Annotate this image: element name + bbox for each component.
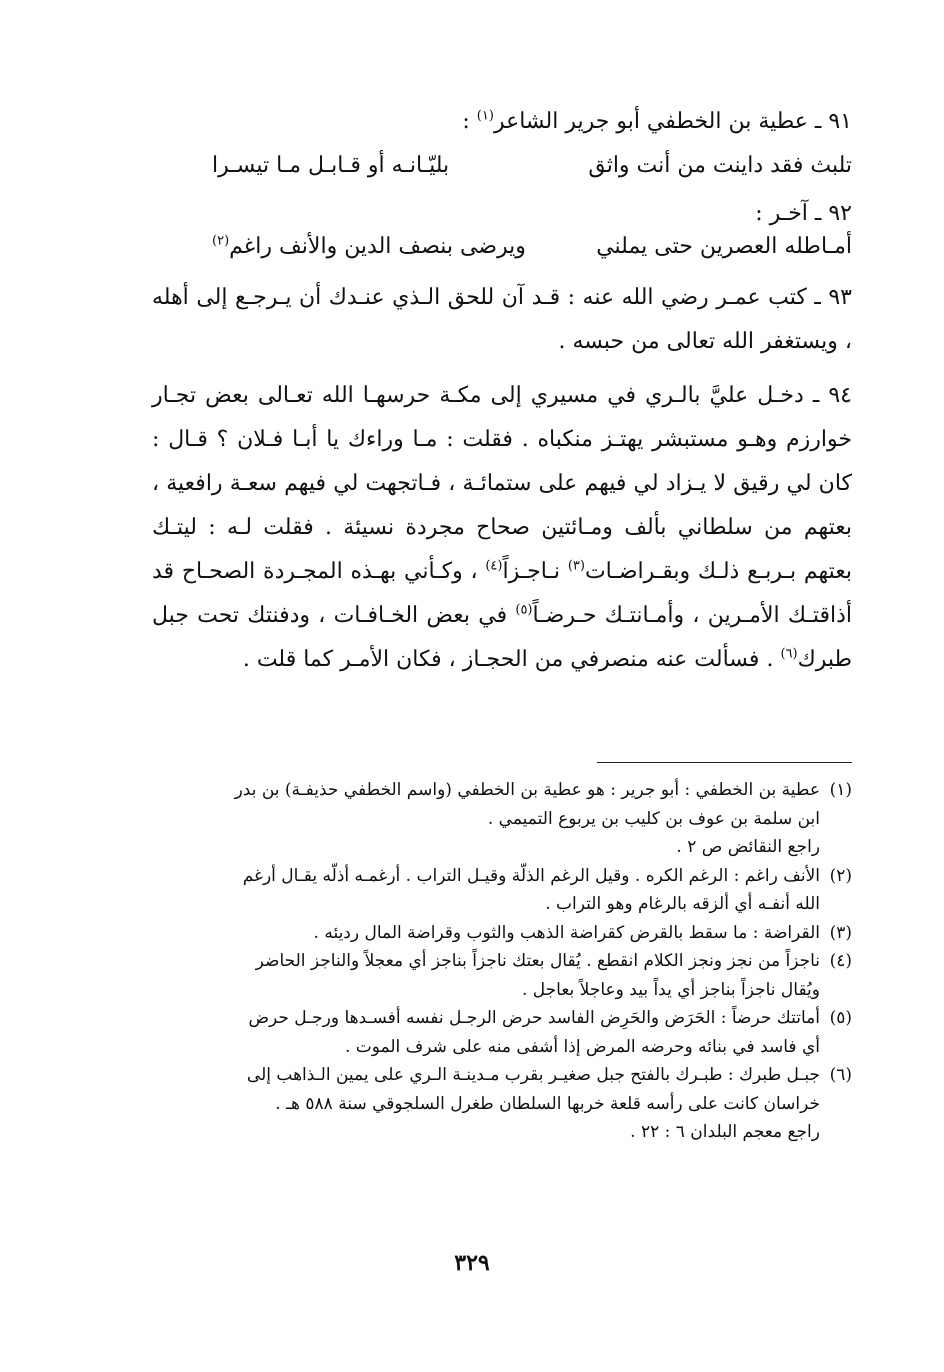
footnote-5-line-1: أماتتك حرضاً : الحَرَض والحَرِض الفاسد حرض الرجـل نفسه أفسـدها ورجـل حرض bbox=[248, 1008, 820, 1028]
entry-91-heading-text: ٩١ ـ عطية بن الخطفي أبو جرير الشاعر bbox=[493, 109, 852, 134]
footnote-5-line-2: أي فاسد في بنائه وحرضه المرض إذا أشفى منه على شرف الموت . bbox=[344, 1036, 820, 1057]
entry-92-hemistich-left bbox=[212, 232, 526, 262]
footnote-6-number: (٦) bbox=[829, 1065, 852, 1085]
footnote-1-line-2: ابن سلمة بن عوف بن كليب بن يربوع التميمي . bbox=[487, 808, 820, 829]
entry-92-verse bbox=[212, 232, 852, 262]
footnote-4-line-1: ناجزاً من نجز ونجز الكلام انقطع . يُقال بعتك ناجزاً بناجز أي معجلاً والناجز الحاضر bbox=[255, 951, 820, 971]
footnote-ref-4[interactable]: (٤) bbox=[485, 558, 503, 574]
entry-94-text-part3: ، وكـأني بهـذه المجـردة الصحـاح قد أذاقتـك الأمـرين ، وأمـانتـك حـرضـاً bbox=[152, 559, 852, 628]
footnote-ref-6[interactable]: (٦) bbox=[780, 646, 798, 662]
footnote-3-line-1: القراضة : ما سقط بالقرض كقراضة الذهب والثوب وقراضة المال رديئه . bbox=[313, 922, 820, 943]
footnote-4 bbox=[152, 947, 852, 1004]
entry-92-hemistich-left-text: ويرضى بنصف الدين والأنف راغم bbox=[229, 234, 526, 259]
footnote-3 bbox=[152, 919, 852, 948]
entry-94 bbox=[152, 374, 852, 682]
entry-93-text: ٩٣ ـ كتب عمـر رضي الله عنه : قـد آن للحق الـذي عنـدك أن يـرجـع إلى أهله ، ويستغفر الله تعالى من حبسه . bbox=[152, 285, 852, 354]
footnote-6-line-3: راجع معجم البلدان ٦ : ٢٢ . bbox=[630, 1122, 820, 1142]
entry-91-hemistich-left: بليّـانـه أو قـابـل مـا تيسـرا bbox=[212, 153, 450, 178]
entry-91-heading-colon: : bbox=[462, 109, 477, 134]
footnote-2 bbox=[152, 862, 852, 919]
footnote-1 bbox=[152, 776, 852, 862]
footnote-1-number: (١) bbox=[829, 780, 852, 800]
footnote-5 bbox=[152, 1004, 852, 1061]
footnote-6 bbox=[152, 1061, 852, 1147]
footnote-2-line-1: الأنف راغم : الرغم الكره . وقيل الرغم الذلّة وقيـل التراب . أرغمـه أذلّه يقـال أرغم bbox=[242, 865, 820, 886]
entry-92-hemistich-right: أمـاطله العصرين حتى يملني bbox=[596, 234, 852, 259]
footnote-ref-3[interactable]: (٣) bbox=[567, 558, 585, 574]
entry-91 bbox=[152, 100, 852, 188]
footnote-6-line-2: خراسان كانت على رأسه قلعة خربها السلطان طغرل السلجوقي سنة ٥٨٨ هـ . bbox=[275, 1093, 820, 1114]
entry-94-text-part5: . فسألت عنه منصرفي من الحجـاز ، فكان الأمـر كما قلت . bbox=[242, 647, 781, 672]
entry-91-verse bbox=[212, 144, 852, 188]
footnote-2-line-2: الله أنفـه أي ألزقه بالرغام وهو التراب . bbox=[545, 894, 820, 914]
main-text bbox=[152, 100, 852, 682]
entry-92 bbox=[152, 192, 852, 262]
footnote-4-number: (٤) bbox=[829, 951, 852, 971]
footnote-3-number: (٣) bbox=[829, 922, 852, 943]
entry-93 bbox=[152, 276, 852, 364]
entry-94-text-part4: في بعض الخـافـات ، ودفنتك تحت جبل طبرك bbox=[152, 603, 852, 672]
entry-94-text-part2: نـاجـزاً bbox=[502, 559, 568, 584]
footnotes bbox=[152, 776, 852, 1147]
entry-94-text-part1: ٩٤ ـ دخـل عليَّ بالـري في مسيري إلى مكـة حرسهـا الله تعـالى بعض تجـار خوارزم وهـو مستبشر يهتـز منكباه . فقلت : مـا وراءك يا أبـا فـلان ؟ قـال : كان لي رقيق لا يـزاد لي فيهم على ستمائـة ، فـاتجهت لي فيهم سعـة رافعية ، بعتهم من سلطاني بألف ومـائتين صحاح مجردة نسيئة . فقلت لـه : ليتـك بعتهم بـربـع ذلـك وبقـراضـات bbox=[152, 383, 853, 584]
footnote-ref-1[interactable]: (١) bbox=[476, 108, 494, 124]
entry-92-heading: ٩٢ ـ آخـر : bbox=[755, 201, 852, 226]
footnote-1-line-1: عطية بن الخطفي : أبو جرير : هو عطية بن الخطفي (واسم الخطفي حذيفـة) بن بدر bbox=[234, 780, 820, 800]
footnote-5-number: (٥) bbox=[829, 1008, 852, 1028]
footnote-1-line-3: راجع النقائض ص ٢ . bbox=[676, 837, 820, 857]
footnote-6-line-1: جبـل طبرك : طبـرك بالفتح جبل صغيـر بقرب مـدينـة الـري على يمين الـذاهب إلى bbox=[246, 1065, 820, 1085]
footnote-4-line-2: ويُقال ناجزاً بناجز أي يداً بيد وعاجلاً بعاجل . bbox=[521, 979, 820, 1000]
entry-91-hemistich-right: تلبث فقد داينت من أنت واثق bbox=[588, 153, 852, 178]
footnote-ref-2[interactable]: (٢) bbox=[212, 233, 230, 249]
page-number: ٣٢٩ bbox=[454, 1250, 490, 1276]
footnote-divider bbox=[597, 762, 852, 763]
footnote-ref-5[interactable]: (٥) bbox=[515, 602, 533, 618]
footnote-2-number: (٢) bbox=[829, 865, 852, 886]
entry-91-heading bbox=[152, 100, 852, 144]
